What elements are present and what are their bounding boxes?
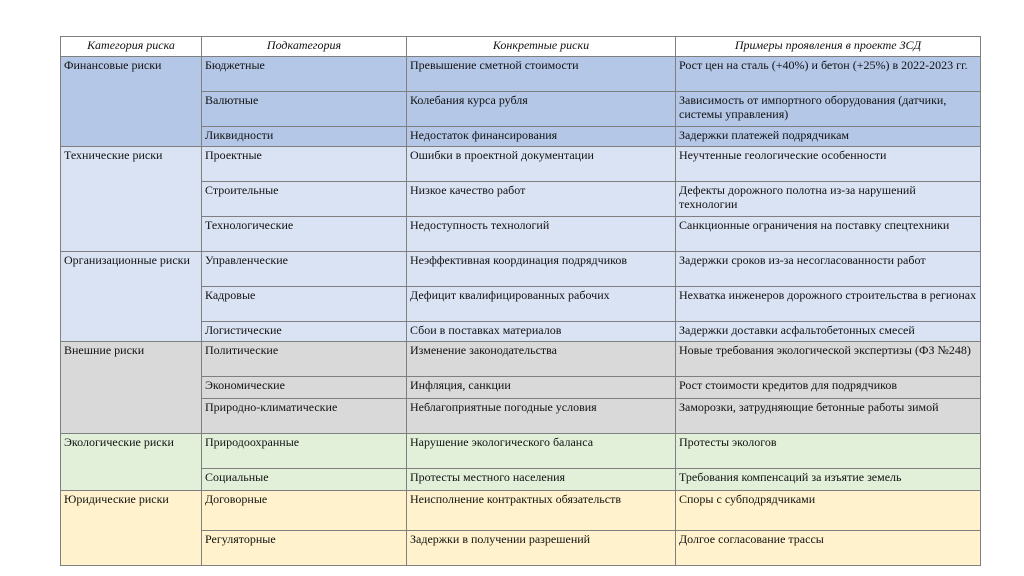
table-row [61, 147, 981, 182]
risk-cell: Колебания курса рубля [407, 92, 676, 127]
table-row [61, 434, 981, 469]
subcategory-cell: Строительные [202, 182, 407, 217]
risk-cell: Нарушение экологического баланса [407, 434, 676, 469]
risk-cell: Ошибки в проектной документации [407, 147, 676, 182]
subcategory-cell: Природоохранные [202, 434, 407, 469]
subcategory-cell: Кадровые [202, 287, 407, 322]
risk-cell: Дефицит квалифицированных рабочих [407, 287, 676, 322]
example-cell: Требования компенсаций за изъятие земель [676, 469, 981, 491]
subcategory-cell: Экономические [202, 377, 407, 399]
subcategory-cell: Социальные [202, 469, 407, 491]
example-cell: Задержки сроков из-за несогласованности работ [676, 252, 981, 287]
subcategory-cell: Логистические [202, 322, 407, 342]
risk-cell: Недостаток финансирования [407, 127, 676, 147]
category-cell-external: Внешние риски [61, 342, 202, 434]
risk-cell: Задержки в получении разрешений [407, 531, 676, 566]
risk-cell: Превышение сметной стоимости [407, 57, 676, 92]
table-header-row [61, 37, 981, 57]
example-cell: Задержки платежей подрядчикам [676, 127, 981, 147]
subcategory-cell: Бюджетные [202, 57, 407, 92]
risk-cell: Неэффективная координация подрядчиков [407, 252, 676, 287]
header-category: Категория риска [61, 37, 202, 57]
table-row [61, 57, 981, 92]
header-specific-risks: Конкретные риски [407, 37, 676, 57]
example-cell: Протесты экологов [676, 434, 981, 469]
header-examples: Примеры проявления в проекте ЗСД [676, 37, 981, 57]
subcategory-cell: Договорные [202, 491, 407, 531]
subcategory-cell: Политические [202, 342, 407, 377]
example-cell: Долгое согласование трассы [676, 531, 981, 566]
example-cell: Зависимость от импортного оборудования (датчики, системы управления) [676, 92, 981, 127]
risk-cell: Изменение законодательства [407, 342, 676, 377]
subcategory-cell: Регуляторные [202, 531, 407, 566]
category-cell-financial: Финансовые риски [61, 57, 202, 147]
risk-cell: Неблагоприятные погодные условия [407, 399, 676, 434]
example-cell: Санкционные ограничения на поставку спецтехники [676, 217, 981, 252]
example-cell: Нехватка инженеров дорожного строительства в регионах [676, 287, 981, 322]
table-row [61, 342, 981, 377]
subcategory-cell: Проектные [202, 147, 407, 182]
example-cell: Дефекты дорожного полотна из-за нарушений технологии [676, 182, 981, 217]
risk-cell: Неисполнение контрактных обязательств [407, 491, 676, 531]
example-cell: Споры с субподрядчиками [676, 491, 981, 531]
subcategory-cell: Технологические [202, 217, 407, 252]
category-cell-ecological: Экологические риски [61, 434, 202, 491]
risk-cell: Сбои в поставках материалов [407, 322, 676, 342]
example-cell: Заморозки, затрудняющие бетонные работы зимой [676, 399, 981, 434]
subcategory-cell: Управленческие [202, 252, 407, 287]
category-cell-legal: Юридические риски [61, 491, 202, 566]
risk-cell: Протесты местного населения [407, 469, 676, 491]
subcategory-cell: Природно-климатические [202, 399, 407, 434]
category-cell-technical: Технические риски [61, 147, 202, 252]
category-cell-organizational: Организационные риски [61, 252, 202, 342]
example-cell: Рост стоимости кредитов для подрядчиков [676, 377, 981, 399]
header-subcategory: Подкатегория [202, 37, 407, 57]
example-cell: Новые требования экологической экспертизы (ФЗ №248) [676, 342, 981, 377]
risk-cell: Недоступность технологий [407, 217, 676, 252]
risk-cell: Инфляция, санкции [407, 377, 676, 399]
example-cell: Рост цен на сталь (+40%) и бетон (+25%) в 2022-2023 гг. [676, 57, 981, 92]
risk-table [60, 36, 981, 566]
example-cell: Задержки доставки асфальтобетонных смесей [676, 322, 981, 342]
risk-cell: Низкое качество работ [407, 182, 676, 217]
example-cell: Неучтенные геологические особенности [676, 147, 981, 182]
table-row [61, 252, 981, 287]
subcategory-cell: Ликвидности [202, 127, 407, 147]
subcategory-cell: Валютные [202, 92, 407, 127]
table-row [61, 491, 981, 531]
